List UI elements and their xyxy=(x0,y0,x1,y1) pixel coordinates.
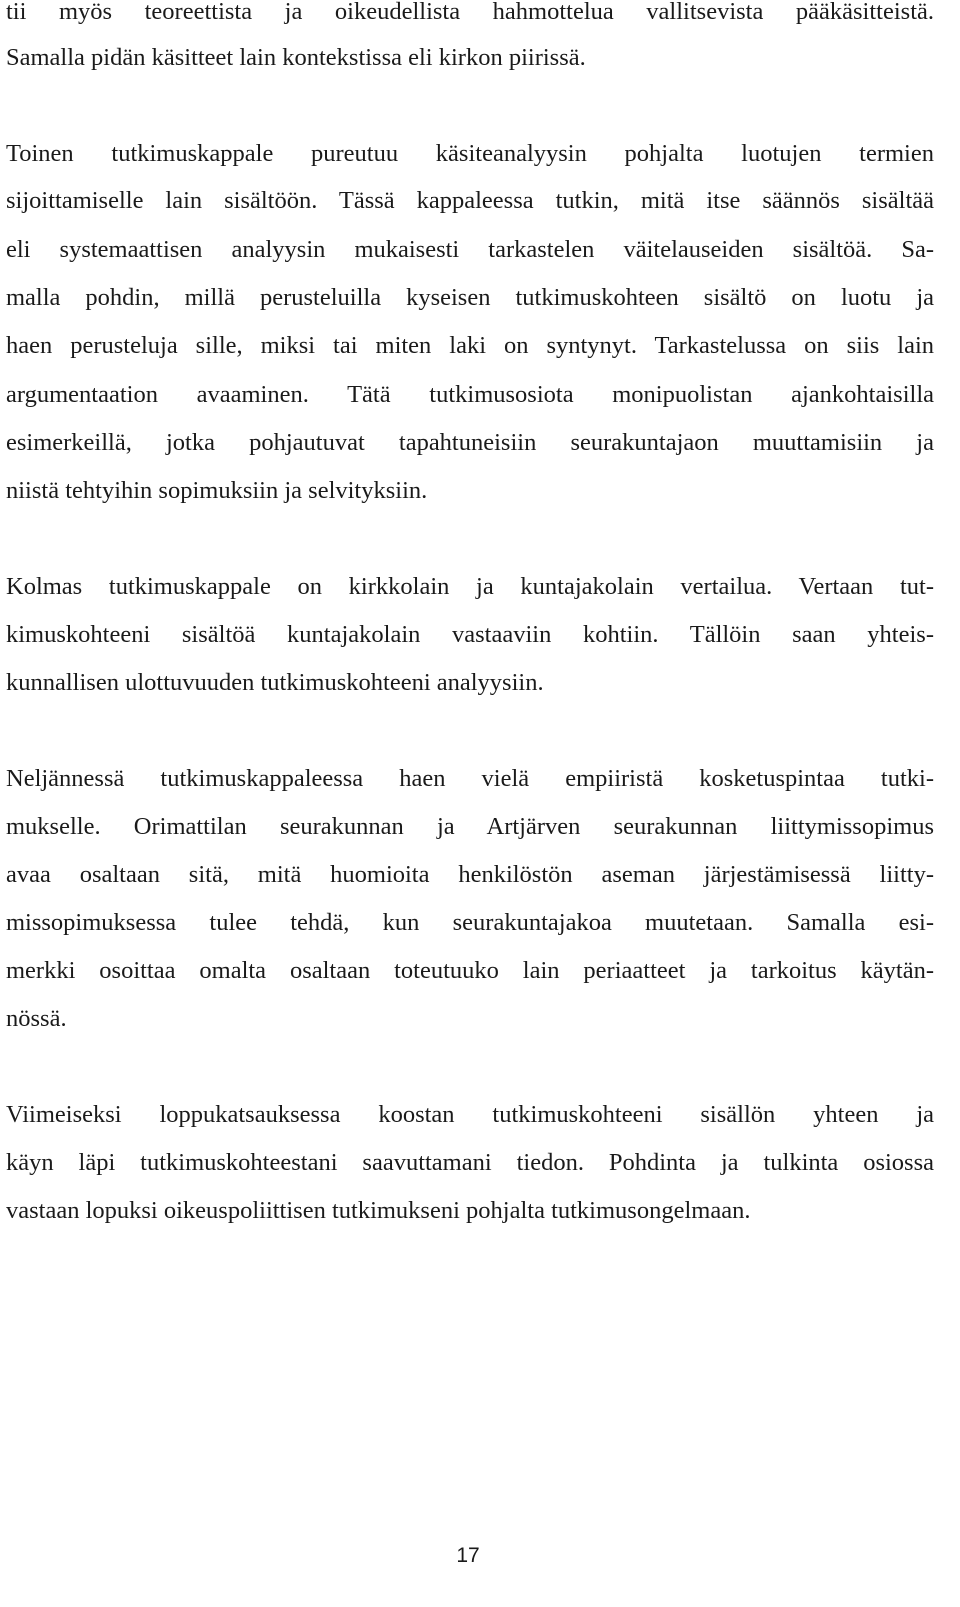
text-line: avaa osaltaan sitä, mitä huomioita henkilöstön aseman järjestämisessä liitty- xyxy=(6,861,934,888)
text-line: Viimeiseksi loppukatsauksessa koostan tutkimuskohteeni sisällön yhteen ja xyxy=(6,1101,934,1128)
text-line: vastaan lopuksi oikeuspoliittisen tutkimukseni pohjalta tutkimusongelmaan. xyxy=(6,1197,751,1224)
text-line: sijoittamiselle lain sisältöön. Tässä kappaleessa tutkin, mitä itse säännös sisältää xyxy=(6,187,934,214)
text-line: Neljännessä tutkimuskappaleessa haen vielä empiiristä kosketuspintaa tutki- xyxy=(6,765,934,792)
text-line: eli systemaattisen analyysin mukaisesti tarkastelen väitelauseiden sisältöä. Sa- xyxy=(6,236,934,263)
text-line: mukselle. Orimattilan seurakunnan ja Artjärven seurakunnan liittymissopimus xyxy=(6,813,934,840)
text-line: niistä tehtyihin sopimuksiin ja selvityksiin. xyxy=(6,477,428,504)
text-line: tii myös teoreettista ja oikeudellista hahmottelua vallitsevista pääkäsitteistä. xyxy=(6,0,934,25)
text-line: missopimuksessa tulee tehdä, kun seurakuntajakoa muutetaan. Samalla esi- xyxy=(6,909,934,936)
text-line: malla pohdin, millä perusteluilla kyseisen tutkimuskohteen sisältö on luotu ja xyxy=(6,284,934,311)
text-line: haen perusteluja sille, miksi tai miten laki on syntynyt. Tarkastelussa on siis lain xyxy=(6,332,934,359)
text-line: merkki osoittaa omalta osaltaan toteutuuko lain periaatteet ja tarkoitus käytän- xyxy=(6,957,934,984)
text-line: kimuskohteeni sisältöä kuntajakolain vastaaviin kohtiin. Tällöin saan yhteis- xyxy=(6,621,934,648)
text-line: argumentaation avaaminen. Tätä tutkimusosiota monipuolistan ajankohtaisilla xyxy=(6,381,934,408)
page-number: 17 xyxy=(456,1544,480,1567)
text-line: esimerkeillä, jotka pohjautuvat tapahtuneisiin seurakuntajaon muuttamisiin ja xyxy=(6,429,934,456)
text-line: Kolmas tutkimuskappale on kirkkolain ja kuntajakolain vertailua. Vertaan tut- xyxy=(6,573,934,600)
text-line: kunnallisen ulottuvuuden tutkimuskohteeni analyysiin. xyxy=(6,669,544,696)
text-line: Samalla pidän käsitteet lain kontekstissa eli kirkon piirissä. xyxy=(6,44,586,71)
text-line: nössä. xyxy=(6,1005,67,1032)
text-line: Toinen tutkimuskappale pureutuu käsiteanalyysin pohjalta luotujen termien xyxy=(6,140,934,167)
text-line: käyn läpi tutkimuskohteestani saavuttamani tiedon. Pohdinta ja tulkinta osiossa xyxy=(6,1149,934,1176)
